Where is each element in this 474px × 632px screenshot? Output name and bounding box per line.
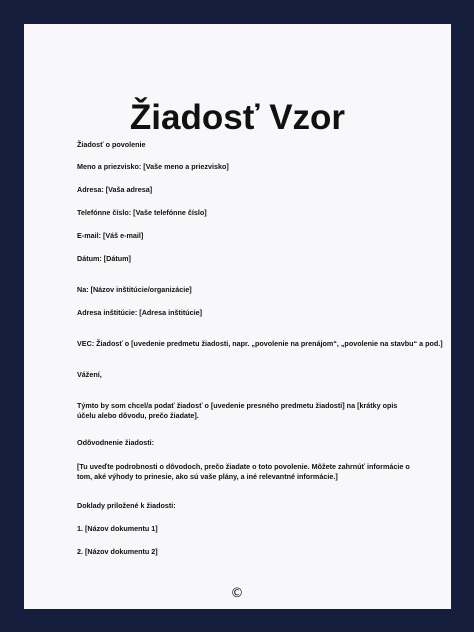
subject-heading: Žiadosť o povolenie xyxy=(77,140,146,149)
justification-paragraph: [Tu uveďte podrobnosti o dôvodoch, prečo žiadate o toto povolenie. Môžete zahrnúť informácie o tom, aké výhody to prinesie, ako sú vaše plány, a iné relevantné informácie.] xyxy=(77,462,410,481)
document-title: Žiadosť Vzor xyxy=(129,98,346,137)
phone-field-line: Telefónne číslo: [Vaše telefónne číslo] xyxy=(77,208,207,217)
attachment-item: 2. [Názov dokumentu 2] xyxy=(77,547,158,556)
subject-line: VEC: Žiadosť o [uvedenie predmetu žiadosti, napr. „povolenie na prenájom“, „povolenie na stavbu“ a pod.] xyxy=(77,339,443,348)
document-sheet xyxy=(24,24,451,609)
institution-address-line: Adresa inštitúcie: [Adresa inštitúcie] xyxy=(77,308,203,317)
request-paragraph: Týmto by som chcel/a podať žiadosť o [uvedenie presného predmetu žiadosti] na [krátky opis účelu alebo dôvodu, prečo žiadate]. xyxy=(77,401,398,420)
salutation: Vážení, xyxy=(77,370,102,379)
attachments-heading: Doklady priložené k žiadosti: xyxy=(77,501,176,510)
recipient-line: Na: [Názov inštitúcie/organizácie] xyxy=(77,285,192,294)
copyright-icon: © xyxy=(230,586,244,601)
address-field-line: Adresa: [Vaša adresa] xyxy=(77,185,153,194)
attachment-item: 1. [Názov dokumentu 1] xyxy=(77,524,158,533)
justification-heading: Odôvodnenie žiadosti: xyxy=(77,438,155,447)
email-field-line: E-mail: [Váš e-mail] xyxy=(77,231,144,240)
name-field-line: Meno a priezvisko: [Vaše meno a priezvisko] xyxy=(77,162,229,171)
date-field-line: Dátum: [Dátum] xyxy=(77,254,131,263)
